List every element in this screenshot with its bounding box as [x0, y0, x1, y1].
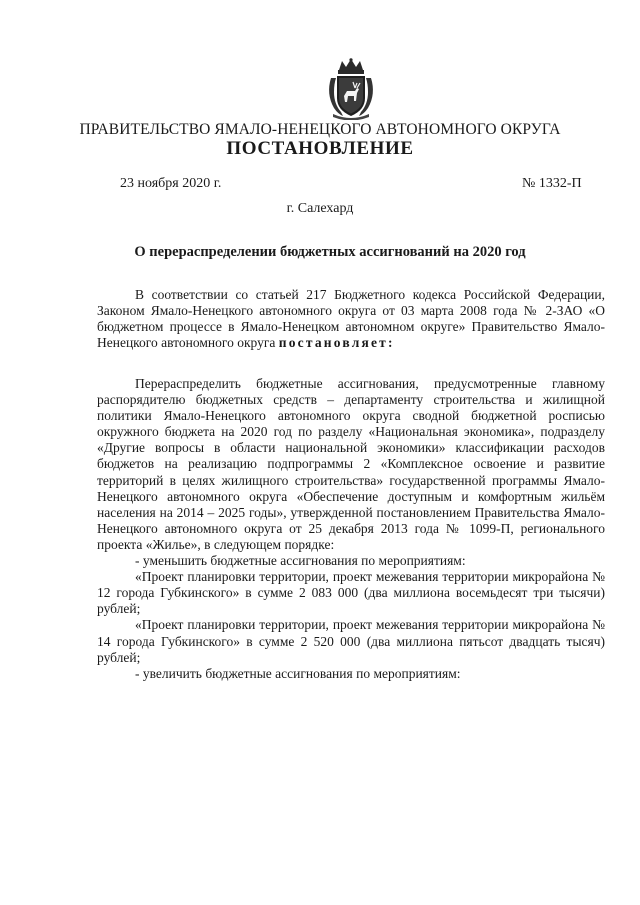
decree-body [97, 376, 605, 682]
document-city: г. Салехард [286, 201, 354, 216]
document-title: О перераспределении бюджетных ассигнований на 2020 год [134, 244, 526, 260]
main-paragraph: Перераспределить бюджетные ассигнования, предусмотренные главному распорядителю бюджетных средств – департаменту строительства и жилищной политики Ямало-Ненецкого автономного округа сводной бюджетной росписью окружного бюджета на 2020 год по разделу «Национальная экономика», подразделу «Другие вопросы в области национальной экономики» классификации расходов бюджетов на реализацию подпрограммы 2 «Комплексное освоение и развитие территорий в целях жилищного строительства» государственной программы Ямало-Ненецкого автономного округа «Обеспечение доступным и комфортным жильём населения на 2014 – 2025 годы», утвержденной постановлением Правительства Ямало-Ненецкого автономного округа от 25 декабря 2013 года № 1099-П, регионального проекта «Жилье», в следующем порядке: [97, 376, 605, 552]
coat-of-arms-icon [325, 58, 377, 120]
list-item: - увеличить бюджетные ассигнования по мероприятиям: [135, 665, 461, 681]
decree-word: постановляет: [278, 335, 395, 351]
document-type: ПОСТАНОВЛЕНИЕ [226, 138, 414, 159]
preamble-paragraph [97, 287, 605, 351]
preamble-text: В соответствии со статьей 217 Бюджетного кодекса Российской Федерации, Законом Ямало-Ненецкого автономного округа от 03 марта 2008 года № 2-ЗАО «О бюджетном процессе в Ямало-Ненецком автономном округе» Правительство Ямало-Ненецкого автономного округа [97, 287, 605, 351]
document-date: 23 ноября 2020 г. [120, 176, 222, 191]
government-name: ПРАВИТЕЛЬСТВО ЯМАЛО-НЕНЕЦКОГО АВТОНОМНОГО ОКРУГА [79, 121, 561, 138]
document-number: № 1332-П [522, 176, 582, 191]
list-item: - уменьшить бюджетные ассигнования по мероприятиям: [135, 553, 466, 569]
list-item: «Проект планировки территории, проект межевания территории микрорайона № 12 города Губкинского» в сумме 2 083 000 (два миллиона восемьдесят три тысячи) рублей; [97, 569, 605, 617]
list-item: «Проект планировки территории, проект межевания территории микрорайона № 14 города Губкинского» в сумме 2 520 000 (два миллиона пятьсот двадцать тысяч) рублей; [97, 617, 605, 665]
